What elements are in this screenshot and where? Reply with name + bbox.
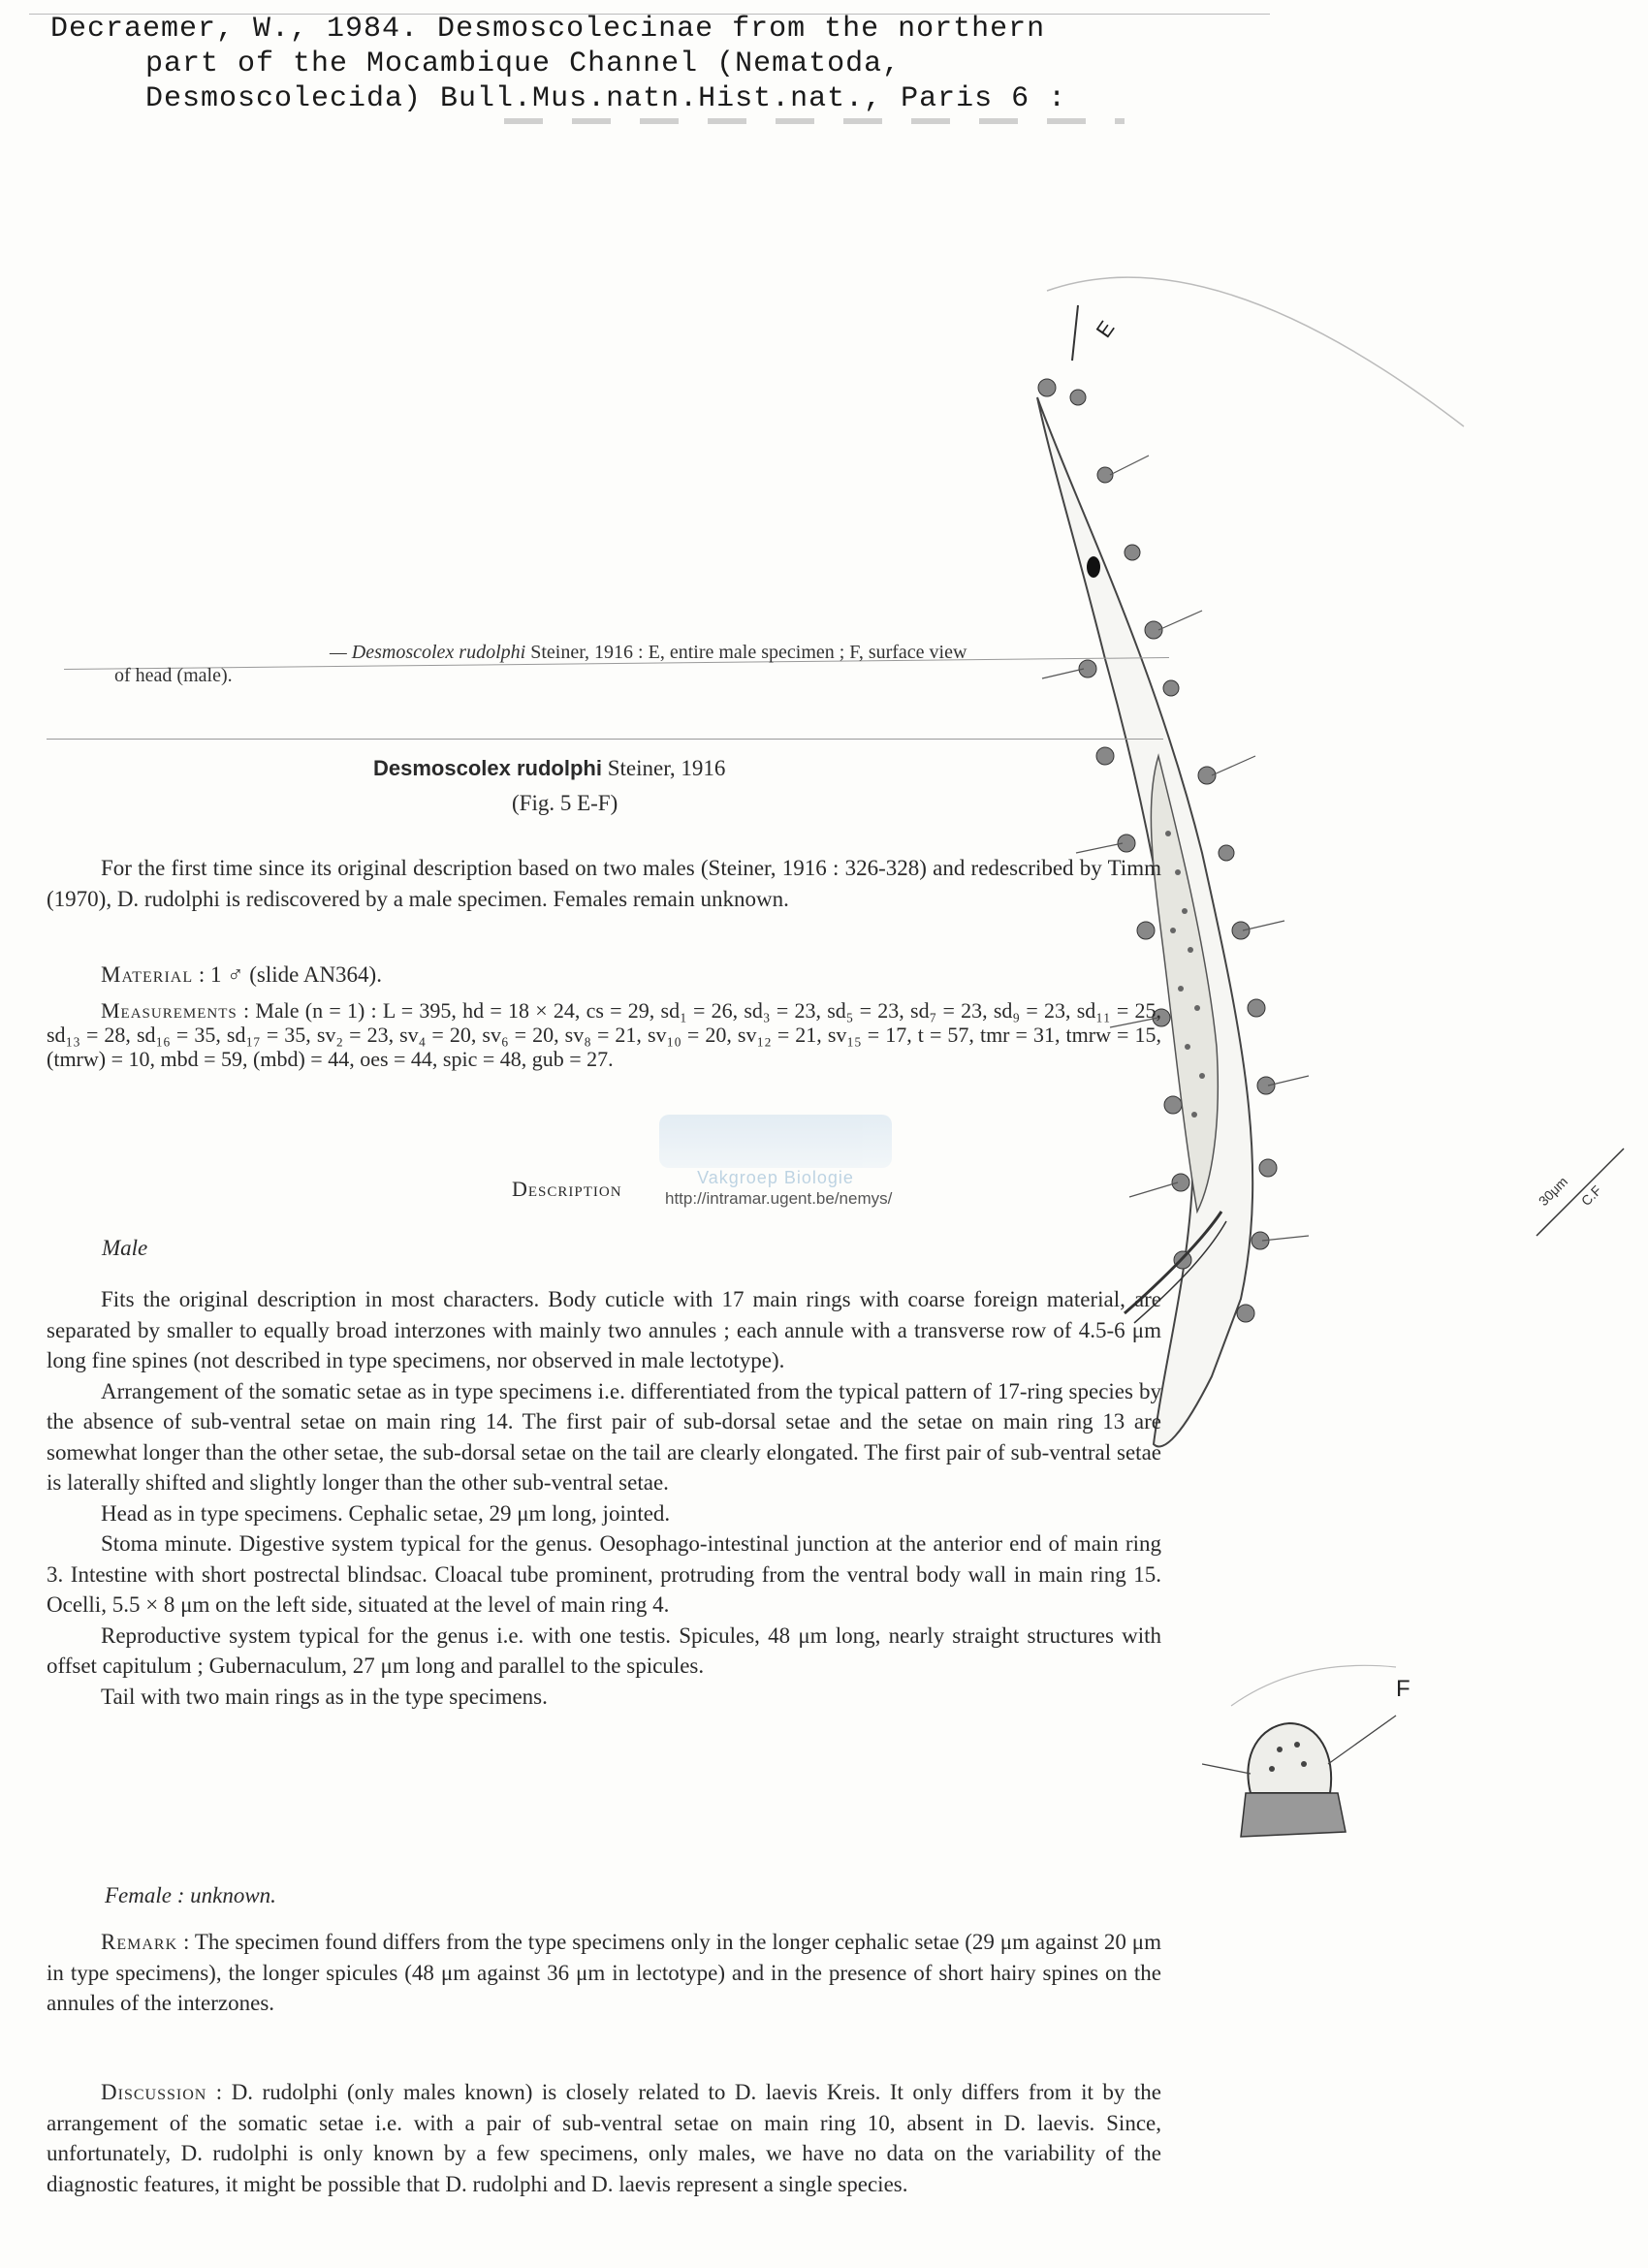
- species-title: [373, 756, 725, 781]
- citation-line-2: part of the Mocambique Channel (Nematoda,: [145, 47, 902, 80]
- watermark-label: Vakgroep Biologie: [697, 1168, 854, 1187]
- description-body: [47, 1284, 1161, 1712]
- section-rule: [47, 739, 1163, 740]
- figure-reference: (Fig. 5 E-F): [512, 791, 618, 815]
- discussion-paragraph: [47, 2077, 1161, 2199]
- material-label: Material: [101, 962, 194, 987]
- watermark-url: http://intramar.ugent.be/nemys/: [665, 1189, 893, 1208]
- citation-line-3: Desmoscolecida) Bull.Mus.natn.Hist.nat., Paris 6 :: [145, 82, 1067, 115]
- species-author: Steiner, 1916: [607, 756, 726, 780]
- caption-text: Steiner, 1916 : E, entire male specimen ; F, surface view: [525, 642, 967, 663]
- figure-f-drawing: [1202, 1648, 1454, 1871]
- description-paragraph: Reproductive system typical for the genus i.e. with one testis. Spicules, 48 μm long, nearly straight structures with offset capitulum ; Gubernaculum, 27 μm long and parallel to the spicules.: [47, 1622, 1161, 1678]
- cut-off-text-remnant: [504, 118, 1125, 124]
- description-paragraph: Head as in type specimens. Cephalic setae, 29 μm long, jointed.: [101, 1500, 671, 1526]
- female-line: [105, 1883, 276, 1908]
- scale-bar: [1527, 1139, 1633, 1245]
- label-f: F: [1396, 1676, 1410, 1702]
- citation-line-1: Decraemer, W., 1984. Desmoscolecinae from the northern: [50, 13, 1046, 46]
- figure-caption: [330, 642, 1183, 664]
- discussion-label: Discussion: [101, 2080, 207, 2104]
- measurements-label: Measurements: [101, 998, 238, 1023]
- species-name: Desmoscolex rudolphi: [373, 756, 602, 780]
- description-paragraph: Fits the original description in most characters. Body cuticle with 17 main rings with coarse foreign material, are separated by smaller to equally broad interzones with mainly two annules ; each annule with a transverse row of 4.5-6 μm long fine spines (not described in type specimens, nor observed in male lectotype).: [47, 1287, 1161, 1372]
- artist-initials: C.F: [1577, 1181, 1605, 1210]
- material-text: : 1 ♂ (slide AN364).: [193, 962, 382, 987]
- description-paragraph: Tail with two main rings as in the type specimens.: [101, 1684, 548, 1709]
- female-text: Female : unknown.: [105, 1883, 276, 1907]
- caption-species: — Desmoscolex rudolphi: [330, 642, 526, 663]
- watermark-shape: [659, 1115, 892, 1168]
- male-heading: Male: [102, 1236, 148, 1260]
- remark-paragraph: [47, 1927, 1161, 2019]
- citation-block: [50, 12, 1194, 116]
- remark-text: : The specimen found differs from the type specimens only in the longer cephalic setae (29 μm against 20 μm in type specimens), the longer spicules (48 μm against 36 μm in lectotype) and in the presence of short hairy spines on the annules of the interzones.: [47, 1930, 1161, 2015]
- discussion-text: : D. rudolphi (only males known) is closely related to D. laevis Kreis. It only differs from it by the arrangement of the somatic setae i.e. with a pair of sub-ventral setae on main ring 10, absent in D. laevis. Since, unfortunately, D. rudolphi is only known by a few specimens, only males, we have no data on the variability of the diagnostic features, it might be possible that D. rudolphi and D. laevis represent a single species.: [47, 2080, 1161, 2196]
- label-e: E: [1091, 316, 1120, 342]
- material-line: [47, 960, 1216, 991]
- measurements-paragraph: [47, 998, 1161, 1071]
- description-heading: Description: [512, 1177, 622, 1201]
- description-paragraph: Arrangement of the somatic setae as in type specimens i.e. differentiated from the typical pattern of 17-ring species by the absence of sub-ventral setae on main ring 14. The first pair of sub-dorsal setae and the setae on main ring 13 are somewhat longer than the other setae, the sub-dorsal setae on the tail are clearly elongated. The first pair of sub-ventral setae is laterally shifted and slightly longer than the other sub-ventral setae.: [47, 1378, 1161, 1495]
- measurements-text: : Male (n = 1) : L = 395, hd = 18 × 24, cs = 29, sd₁ = 26, sd₃ = 23, sd₅ = 23, sd₇ = 23, sd₉ = 23, sd₁₁ = 25, sd₁₃ = 28, sd₁₆ = 35, sd₁₇ = 35, sv₂ = 23, sv₄ = 20, sv₆ = 20, sv₈ = 21, sv₁₀ = 20, sv₁₂ = 21, sv₁₅ = 17, t = 57, tmr = 31, tmrw = 15, (tmrw) = 10, mbd = 59, (mbd) = 44, oes = 44, spic = 48, gub = 27.: [47, 998, 1161, 1071]
- scale-label: 30μm: [1535, 1173, 1571, 1210]
- intro-paragraph: For the first time since its original description based on two males (Steiner, 1916 : 326-328) and redescribed by Timm (1970), D. rudolphi is rediscovered by a male specimen. Females remain unknown.: [47, 856, 1161, 911]
- description-paragraph: Stoma minute. Digestive system typical for the genus. Oesophago-intestinal junction at the anterior end of main ring 3. Intestine with short postrectal blindsac. Cloacal tube prominent, protruding from the ventral body wall in main ring 15. Ocelli, 5.5 × 8 μm on the left side, situated at the level of main ring 4.: [47, 1531, 1161, 1617]
- caption-line-2: of head (male).: [114, 665, 233, 686]
- watermark-logo: [659, 1115, 892, 1188]
- remark-label: Remark: [101, 1930, 178, 1954]
